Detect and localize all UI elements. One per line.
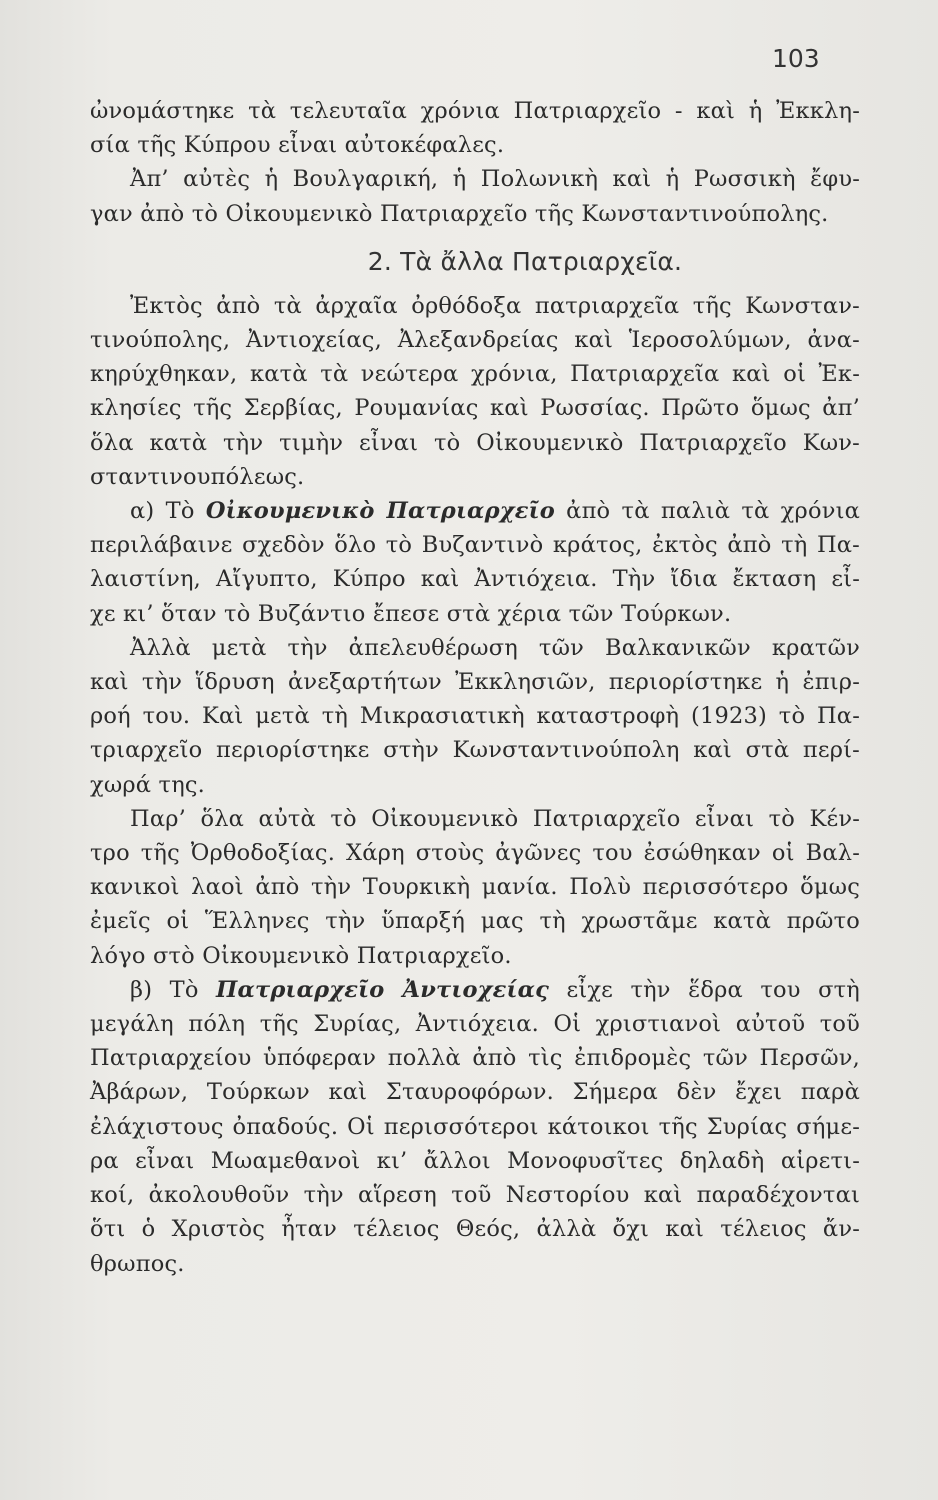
alpha-prefix: α) Τὸ [130,498,206,525]
text-line: ἐλάχιστους ὀπαδούς. Οἱ περισσότεροι κάτοικοι τῆς Συρίας σήμε- [90,1113,860,1140]
text-line: κοί, ἀκολουθοῦν τὴν αἵρεση τοῦ Νεστορίου καὶ παραδέχονται [90,1182,860,1209]
text-line: Ἀλλὰ μετὰ τὴν ἀπελευθέρωση τῶν Βαλκανικῶν κρατῶν [130,634,860,661]
text-line: περιλάβαινε σχεδὸν ὅλο τὸ Βυζαντινὸ κράτος, ἐκτὸς ἀπὸ τὴ Πα- [90,532,860,559]
text-line: ρα εἶναι Μωαμεθανοὶ κι’ ἄλλοι Μονοφυσῖτες δηλαδὴ αἱρετι- [90,1147,860,1174]
text-line: τριαρχεῖο περιορίστηκε στὴν Κωνσταντινούπολη καὶ στὰ περί- [90,737,860,764]
text-line: θρωπος. [90,1250,185,1277]
section-heading: 2. Τὰ ἄλλα Πατριαρχεῖα. [367,246,683,276]
text-line: χε κι’ ὅταν τὸ Βυζάντιο ἔπεσε στὰ χέρια τῶν Τούρκων. [90,600,732,627]
text-line: σταντινουπόλεως. [90,463,305,490]
text-line: κανικοὶ λαοὶ ἀπὸ τὴν Τουρκικὴ μανία. Πολὺ περισσότερο ὅμως [90,874,860,901]
text-line [90,494,860,528]
text-line: σία τῆς Κύπρου εἶναι αὐτοκέφαλες. [90,132,505,159]
text-line: τρο τῆς Ὀρθοδοξίας. Χάρη στοὺς ἀγῶνες του ἐσώθηκαν οἱ Βαλ- [90,840,860,867]
text-line: ὅλα κατὰ τὴν τιμὴν εἶναι τὸ Οἰκουμενικὸ Πατριαρχεῖο Κων- [90,429,860,456]
text-line: ἐμεῖς οἱ Ἕλληνες τὴν ὕπαρξή μας τὴ χρωστᾶμε κατὰ πρῶτο [90,908,860,935]
text-line: κηρύχθηκαν, κατὰ τὰ νεώτερα χρόνια, Πατριαρχεῖα καὶ οἱ Ἐκ- [90,361,860,388]
page-number: 103 [772,44,820,73]
text-line: ὅτι ὁ Χριστὸς ἦταν τέλειος Θεός, ἀλλὰ ὄχι καὶ τέλειος ἄν- [90,1216,860,1243]
text-line: κλησίες τῆς Σερβίας, Ρουμανίας καὶ Ρωσσίας. Πρῶτο ὅμως ἀπ’ [90,395,860,422]
alpha-rest: ἀπὸ τὰ παλιὰ τὰ χρόνια [554,498,860,525]
text-line: Ἀβάρων, Τούρκων καὶ Σταυροφόρων. Σήμερα δὲν ἔχει παρὰ [90,1079,860,1106]
text-line: Ἀπ’ αὐτὲς ἡ Βουλγαρική, ἡ Πολωνικὴ καὶ ἡ Ρωσσικὴ ἔφυ- [130,166,860,193]
text-line: λόγο στὸ Οἰκουμενικὸ Πατριαρχεῖο. [90,942,512,969]
beta-title: Πατριαρχεῖο Ἀντιοχείας [216,976,550,1003]
text-line: γαν ἀπὸ τὸ Οἰκουμενικὸ Πατριαρχεῖο τῆς Κωνσταντινούπολης. [90,200,829,227]
text-line: Ἐκτὸς ἀπὸ τὰ ἀρχαῖα ὀρθόδοξα πατριαρχεῖα τῆς Κωνσταν- [130,292,860,319]
text-line: ροή του. Καὶ μετὰ τὴ Μικρασιατικὴ καταστροφὴ (1923) τὸ Πα- [90,703,860,730]
alpha-title: Οἰκουμενικὸ Πατριαρχεῖο [205,498,555,525]
text-line [90,973,860,1007]
text-line: μεγάλη πόλη τῆς Συρίας, Ἀντιόχεια. Οἱ χριστιανοὶ αὐτοῦ τοῦ [90,1011,860,1038]
text-line: καὶ τὴν ἵδρυση ἀνεξαρτήτων Ἐκκλησιῶν, περιορίστηκε ἡ ἐπιρ- [90,669,860,696]
text-line: Πατριαρχείου ὑπόφεραν πολλὰ ἀπὸ τὶς ἐπιδρομὲς τῶν Περσῶν, [90,1045,860,1072]
beta-prefix: β) Τὸ [130,976,217,1003]
body-text [90,94,860,1281]
text-line: λαιστίνη, Αἴγυπτο, Κύπρο καὶ Ἀντιόχεια. Τὴν ἴδια ἔκταση εἶ- [90,566,860,593]
text-line: ὠνομάστηκε τὰ τελευταῖα χρόνια Πατριαρχεῖο - καὶ ἡ Ἐκκλη- [90,98,860,124]
text-line: τινούπολης, Ἀντιοχείας, Ἀλεξανδρείας καὶ Ἱεροσολύμων, ἀνα- [90,327,860,354]
beta-rest: εἶχε τὴν ἕδρα του στὴ [549,976,860,1003]
text-line: Παρ’ ὅλα αὐτὰ τὸ Οἰκουμενικὸ Πατριαρχεῖο εἶναι τὸ Κέν- [130,805,860,832]
text-line: χωρά της. [90,771,206,798]
